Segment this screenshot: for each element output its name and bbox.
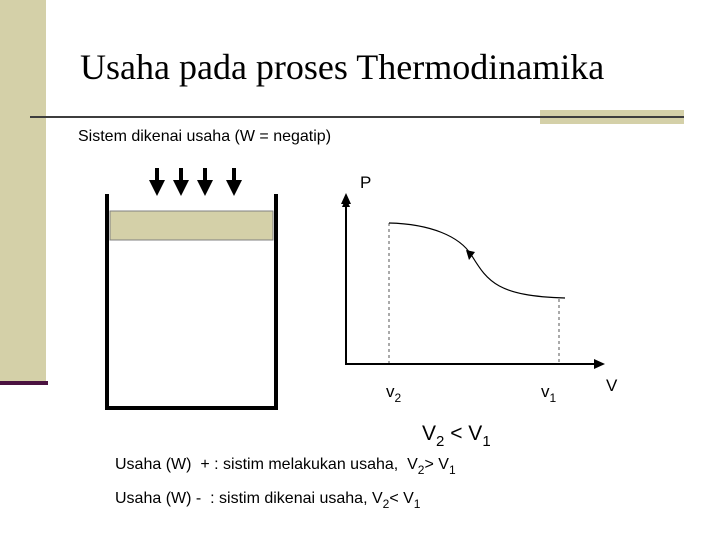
slide-title: Usaha pada proses Thermodinamika: [80, 47, 605, 87]
force-arrows: [149, 168, 242, 196]
cmp-v2: V: [422, 422, 437, 445]
cmp-v1: V: [468, 422, 483, 445]
process-curve: [389, 223, 565, 298]
down-arrow-icon: [197, 168, 213, 196]
v1-tick-subscript: 1: [549, 391, 557, 405]
cmp-v2-sub: 2: [436, 433, 445, 450]
cmp-v1-sub: 1: [482, 433, 491, 450]
v2-tick-text: v: [386, 382, 395, 401]
note1-sub-b: 1: [448, 463, 456, 477]
volume-comparison: [422, 422, 491, 450]
note2-sub-a: 2: [382, 497, 390, 511]
piston: [110, 211, 273, 240]
right-arrow-icon: [594, 359, 605, 369]
note2-op: < V: [389, 490, 414, 507]
v-axis-label: V: [606, 376, 618, 395]
note-positive-work: [115, 456, 456, 477]
cmp-op: <: [444, 422, 469, 445]
v1-tick-label: [541, 382, 557, 405]
slide-subtitle: Sistem dikenai usaha (W = negatip): [78, 128, 332, 145]
up-arrow-icon: [341, 193, 351, 204]
v2-tick-subscript: 2: [394, 391, 402, 405]
down-arrow-icon: [149, 168, 165, 196]
note-negative-work: [115, 490, 421, 511]
note2-text: Usaha (W) - : sistim dikenai usaha, V: [115, 490, 383, 507]
note1-text: Usaha (W) + : sistim melakukan usaha, V: [115, 456, 418, 473]
v1-tick-text: v: [541, 382, 550, 401]
down-arrow-icon: [226, 168, 242, 196]
note1-sub-a: 2: [417, 463, 425, 477]
note1-op: > V: [424, 456, 449, 473]
note2-sub-b: 1: [413, 497, 421, 511]
v2-tick-label: [386, 382, 402, 405]
p-axis-label: P: [360, 173, 372, 192]
down-arrow-icon: [173, 168, 189, 196]
